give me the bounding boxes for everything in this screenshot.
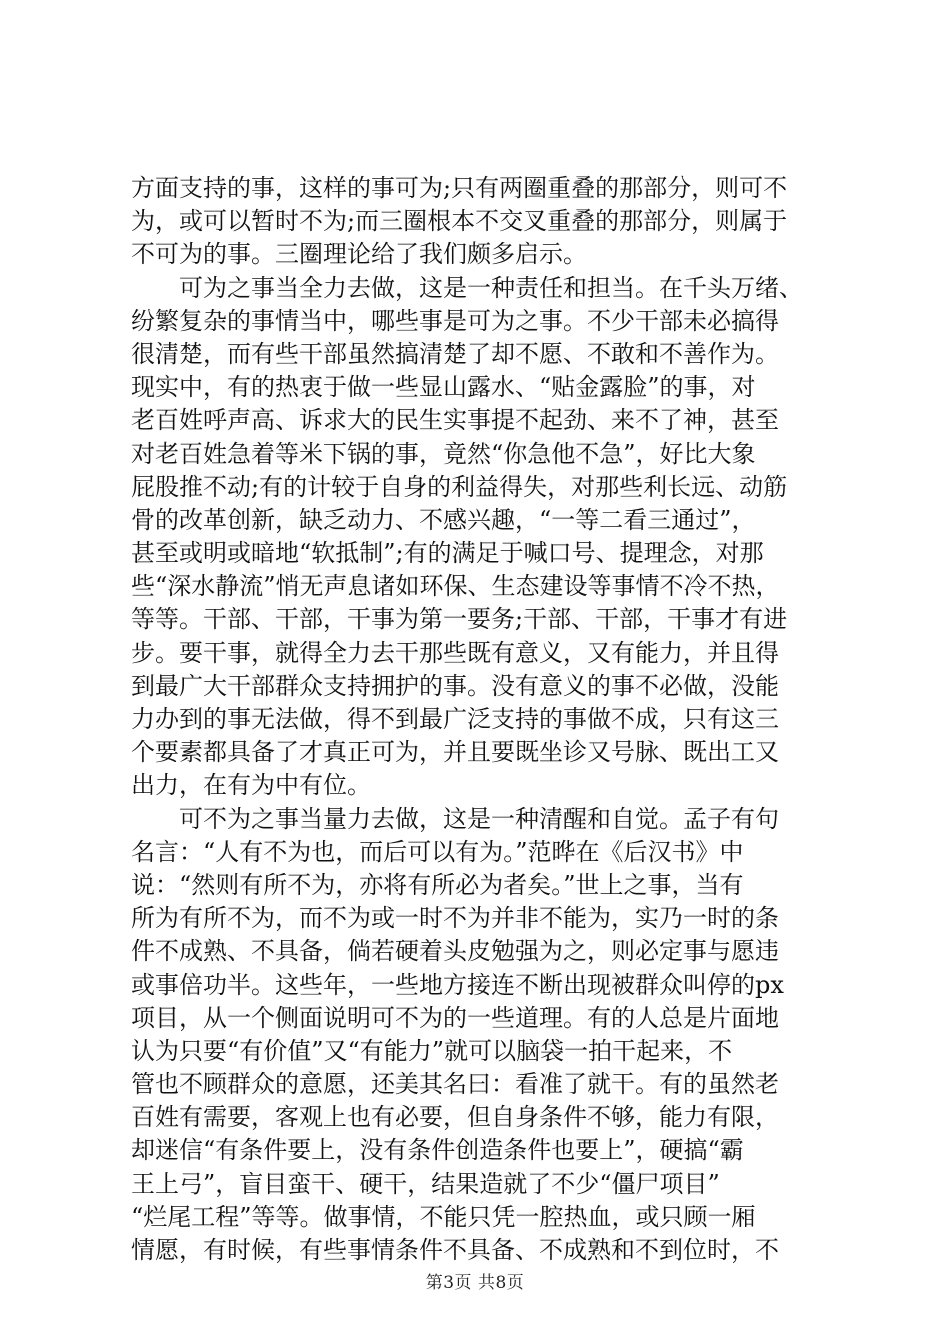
text-line: 王上弓”，盲目蛮干、硬干，结果造就了不少“僵尸项目” xyxy=(131,1169,720,1198)
text-line: 或事倍功半。这些年，一些地方接连不断出现被群众叫停的px xyxy=(131,970,784,999)
text-line: 不可为的事。三圈理论给了我们颇多启示。 xyxy=(131,240,587,269)
text-line: 个要素都具备了才真正可为，并且要既坐诊又号脉、既出工又 xyxy=(131,738,779,767)
body-text xyxy=(131,172,825,1267)
text-line: 百姓有需要，客观上也有必要，但自身条件不够，能力有限， xyxy=(131,1103,779,1132)
text-line: 对老百姓急着等米下锅的事，竟然“你急他不急”，好比大象 xyxy=(131,439,756,468)
text-line: 纷繁复杂的事情当中，哪些事是可为之事。不少干部未必搞得 xyxy=(131,306,779,335)
text-line: 甚至或明或暗地“软抵制”;有的满足于喊口号、提理念，对那 xyxy=(131,539,764,568)
text-line: 屁股推不动;有的计较于自身的利益得失，对那些利长远、动筋 xyxy=(131,472,788,501)
text-line: 认为只要“有价值”又“有能力”就可以脑袋一拍干起来，不 xyxy=(131,1036,733,1065)
text-line: 为，或可以暂时不为;而三圈根本不交叉重叠的那部分，则属于 xyxy=(131,207,788,236)
text-line: 件不成熟、不具备，倘若硬着头皮勉强为之，则必定事与愿违 xyxy=(131,937,779,966)
text-line: 很清楚，而有些干部虽然搞清楚了却不愿、不敢和不善作为。 xyxy=(131,339,779,368)
text-line: 力办到的事无法做，得不到最广泛支持的事做不成，只有这三 xyxy=(131,705,779,733)
text-line: 可为之事当全力去做，这是一种责任和担当。在千头万绪、 xyxy=(131,273,803,302)
text-line: 等等。干部、干部，干事为第一要务;干部、干部，干事才有进 xyxy=(131,605,788,634)
text-line: 名言：“人有不为也，而后可以有为。”范晔在《后汉书》中 xyxy=(131,837,744,866)
text-line: 出力，在有为中有位。 xyxy=(131,771,371,800)
text-line: 管也不顾群众的意愿，还美其名曰：看准了就干。有的虽然老 xyxy=(131,1070,779,1099)
text-line: 步。要干事，就得全力去干那些既有意义，又有能力，并且得 xyxy=(131,638,779,667)
text-line: 可不为之事当量力去做，这是一种清醒和自觉。孟子有句 xyxy=(131,804,779,833)
page-number-footer: 第3页 共8页 xyxy=(425,1273,525,1293)
text-line: 项目，从一个侧面说明可不为的一些道理。有的人总是片面地 xyxy=(131,1003,779,1032)
text-line: 说：“然则有所不为，亦将有所必为者矣。”世上之事，当有 xyxy=(131,870,744,899)
text-line: 现实中，有的热衷于做一些显山露水、“贴金露脸”的事，对 xyxy=(131,373,756,402)
text-line: 方面支持的事，这样的事可为;只有两圈重叠的那部分，则可不 xyxy=(131,174,788,202)
text-line: 情愿，有时候，有些事情条件不具备、不成熟和不到位时，不 xyxy=(131,1236,779,1264)
text-line: 些“深水静流”悄无声息诸如环保、生态建设等事情不冷不热， xyxy=(131,572,780,601)
text-line: 骨的改革创新，缺乏动力、不感兴趣，“一等二看三通过”， xyxy=(131,505,756,534)
text-line: 到最广大干部群众支持拥护的事。没有意义的事不必做，没能 xyxy=(131,671,779,700)
text-line: 老百姓呼声高、诉求大的民生实事提不起劲、来不了神，甚至 xyxy=(131,406,779,435)
text-line: “烂尾工程”等等。做事情，不能只凭一腔热血，或只顾一厢 xyxy=(131,1202,756,1231)
text-line: 却迷信“有条件要上，没有条件创造条件也要上”，硬搞“霸 xyxy=(131,1136,744,1165)
text-line: 所为有所不为，而不为或一时不为并非不能为，实乃一时的条 xyxy=(131,904,779,933)
